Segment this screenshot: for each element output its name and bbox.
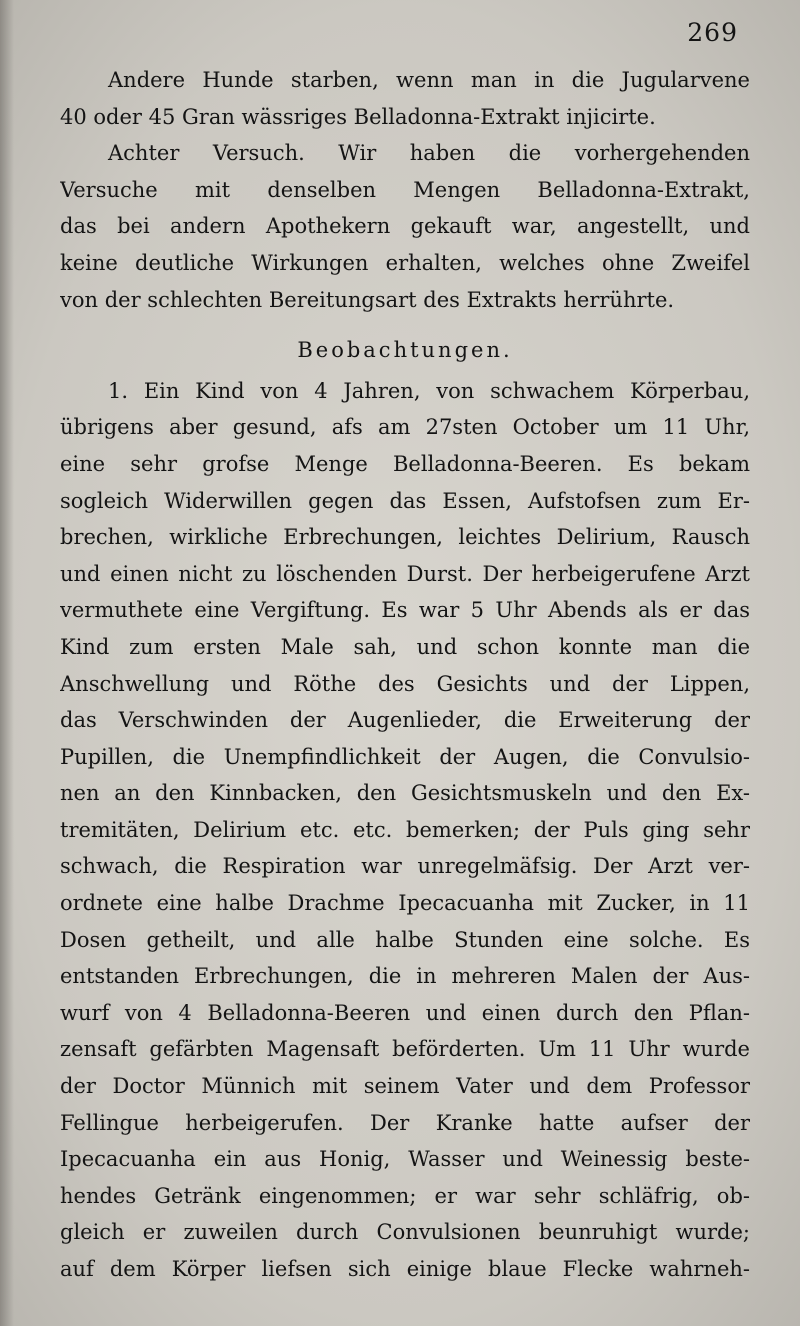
text-line: hendes Getränk eingenommen; er war sehr schläfrig, ob- [60,1183,750,1208]
text-line: Pupillen, die Unempfindlichkeit der Augen, die Convulsio- [60,744,750,769]
text-line: eine sehr grofse Menge Belladonna-Beeren. Es bekam [60,451,750,476]
text-line: und einen nicht zu löschenden Durst. Der herbeigerufene Arzt [60,561,750,586]
text-line: 40 oder 45 Gran wässriges Belladonna-Extrakt injicirte. [60,104,656,129]
text-line: Fellingue herbeigerufen. Der Kranke hatte aufser der [60,1110,750,1135]
text-line: schwach, die Respiration war unregelmäfsig. Der Arzt ver- [60,854,750,879]
text-line: wurf von 4 Belladonna-Beeren und einen durch den Pflan- [60,1000,750,1025]
text-line: Versuche mit denselben Mengen Belladonna-Extrakt, [60,177,750,202]
text-line: sogleich Widerwillen gegen das Essen, Aufstofsen zum Er- [60,488,750,513]
text-line: vermuthete eine Vergiftung. Es war 5 Uhr Abends als er das [60,598,750,623]
text-line: auf dem Körper liefsen sich einige blaue Flecke wahrneh- [60,1257,750,1281]
text-line: entstanden Erbrechungen, die in mehreren Malen der Aus- [60,964,750,989]
text-line: der Doctor Münnich mit seinem Vater und dem Professor [60,1074,750,1099]
text-line: von der schlechten Bereitungsart des Extrakts herrührte. [60,287,675,312]
text-line: Andere Hunde starben, wenn man in die Jugularvene [108,68,750,92]
section-heading: Beobachtungen. [297,338,513,363]
text-line: brechen, wirkliche Erbrechungen, leichtes Delirium, Rausch [60,525,750,550]
text-line: ordnete eine halbe Drachme Ipecacuanha mit Zucker, in 11 [60,891,750,916]
text-line: Dosen getheilt, und alle halbe Stunden eine solche. Es [60,927,750,952]
text-line: gleich er zuweilen durch Convulsionen beunruhigt wurde; [60,1220,750,1245]
text-line: Ipecacuanha ein aus Honig, Wasser und Weinessig beste- [60,1147,750,1172]
text-line: 1. Ein Kind von 4 Jahren, von schwachem Körperbau, [108,378,750,403]
text-line: Achter Versuch. Wir haben die vorhergehenden [108,141,750,166]
text-line: tremitäten, Delirium etc. etc. bemerken; der Puls ging sehr [60,817,750,842]
text-line: übrigens aber gesund, afs am 27sten October um 11 Uhr, [60,415,750,440]
text-line: keine deutliche Wirkungen erhalten, welches ohne Zweifel [60,250,750,275]
text-line: zensaft gefärbten Magensaft beförderten. Um 11 Uhr wurde [60,1037,750,1062]
page-shadow-edge [0,0,14,1326]
text-line: Anschwellung und Röthe des Gesichts und der Lippen, [60,671,750,696]
text-line: Kind zum ersten Male sah, und schon konnte man die [60,634,750,659]
text-line: das bei andern Apothekern gekauft war, angestellt, und [60,214,750,239]
page-text [60,62,750,1288]
text-line: nen an den Kinnbacken, den Gesichtsmuskeln und den Ex- [60,781,750,806]
text-line: das Verschwinden der Augenlieder, die Erweiterung der [60,708,750,733]
page-number: 269 [687,18,738,47]
